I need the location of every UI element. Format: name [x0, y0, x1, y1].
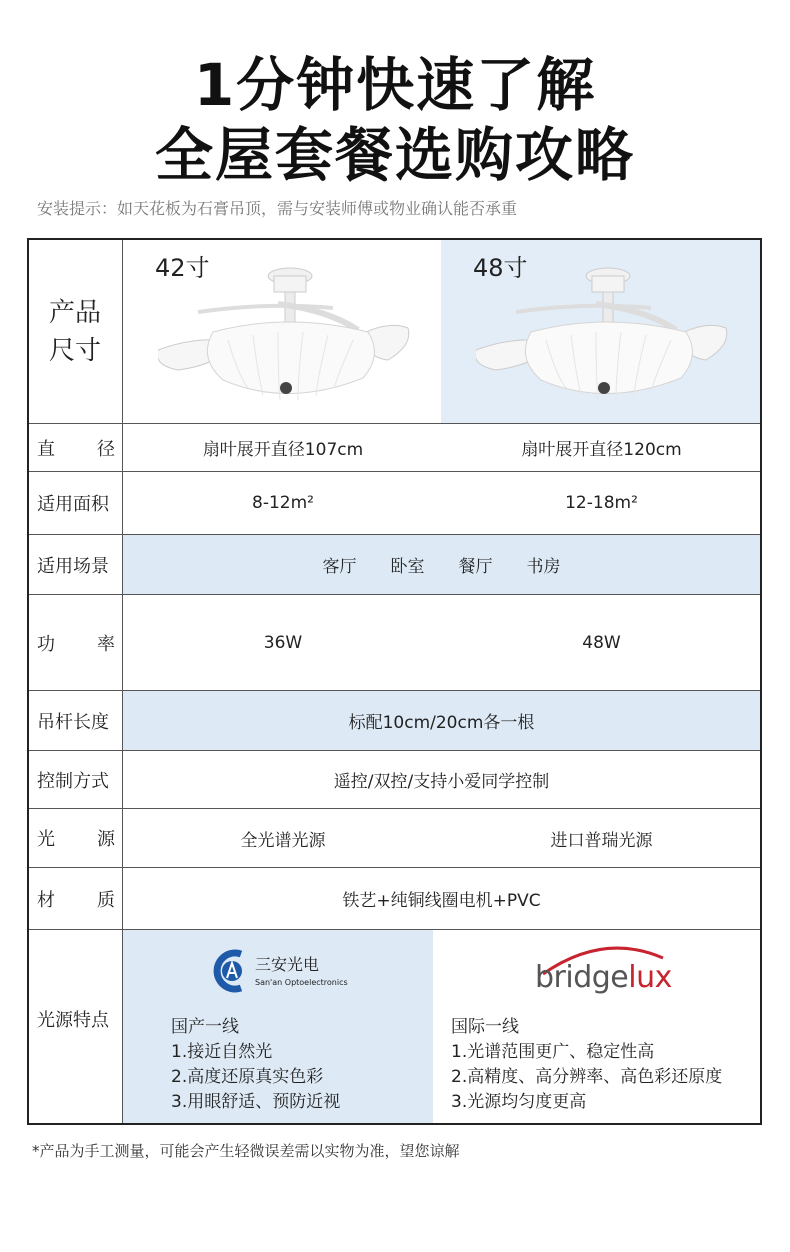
feature-line: 2.高精度、高分辨率、高色彩还原度 — [451, 1067, 723, 1087]
ceiling-fan-image — [158, 250, 418, 420]
label-char: 径 — [97, 438, 115, 460]
area-48: 12-18m² — [565, 493, 638, 513]
row-power — [29, 595, 760, 691]
label-line1: 产品 — [49, 297, 102, 328]
page-title-line2: 全屋套餐选购攻略 — [154, 121, 635, 189]
label-line2: 尺寸 — [49, 335, 102, 366]
label-char: 直 — [37, 438, 55, 460]
label-char: 率 — [97, 633, 115, 655]
row-product-size — [29, 240, 760, 424]
sanan-feature-list — [171, 1015, 340, 1115]
size-label-48: 48寸 — [473, 254, 528, 282]
feature-line: 3.光源均匀度更高 — [451, 1092, 587, 1112]
row-label-area: 适用面积 — [29, 472, 123, 534]
sanan-brand-name: 三安光电 — [255, 955, 320, 974]
row-label-material — [29, 868, 123, 929]
scene-item: 卧室 — [390, 557, 425, 577]
row-rod — [29, 691, 760, 751]
row-label-scene: 适用场景 — [29, 535, 123, 594]
diameter-48: 扇叶展开直径120cm — [521, 440, 682, 460]
feature-line: 国产一线 — [171, 1017, 239, 1037]
row-label-rod: 吊杆长度 — [29, 691, 123, 750]
scene-item: 书房 — [526, 557, 561, 577]
label-char: 质 — [97, 889, 115, 911]
feature-line: 3.用眼舒适、预防近视 — [171, 1092, 341, 1112]
bridgelux-word-a: bridge — [535, 960, 629, 995]
row-label-diameter — [29, 424, 123, 471]
label-char: 功 — [37, 633, 55, 655]
sanan-logo — [211, 948, 351, 998]
feature-sanan — [123, 930, 433, 1123]
light-42: 全光谱光源 — [240, 830, 326, 851]
material-value: 铁艺+纯铜线圈电机+PVC — [342, 891, 541, 911]
comparison-table — [27, 238, 762, 1125]
footer-note: *产品为手工测量，可能会产生轻微误差需以实物为准，望您谅解 — [32, 1142, 460, 1160]
row-material — [29, 868, 760, 930]
label-char: 源 — [97, 829, 115, 850]
label-char: 材 — [37, 889, 55, 911]
sanan-logo-icon — [211, 948, 251, 994]
light-48: 进口普瑞光源 — [550, 830, 653, 851]
power-48: 48W — [582, 632, 621, 653]
row-light-features — [29, 930, 760, 1123]
scene-item: 餐厅 — [458, 557, 493, 577]
row-label-features: 光源特点 — [29, 930, 123, 1123]
sanan-brand-sub: San'an Optoelectronics — [255, 978, 348, 987]
bridgelux-word-b: lux — [628, 960, 672, 995]
product-42 — [123, 240, 441, 423]
feature-line: 1.接近自然光 — [171, 1042, 273, 1062]
bridgelux-logo — [533, 938, 683, 1008]
feature-bridgelux — [433, 930, 760, 1123]
row-label-power — [29, 595, 123, 690]
bridgelux-feature-list — [451, 1015, 722, 1115]
power-42: 36W — [263, 632, 303, 653]
row-label-light — [29, 809, 123, 867]
row-area — [29, 472, 760, 535]
row-label-control: 控制方式 — [29, 751, 123, 808]
area-42: 8-12m² — [252, 493, 314, 513]
rod-value: 标配10cm/20cm各一根 — [348, 713, 535, 733]
row-label-product-size — [29, 240, 123, 423]
ceiling-fan-image — [476, 250, 736, 420]
feature-line: 2.高度还原真实色彩 — [171, 1067, 324, 1087]
diameter-42: 扇叶展开直径107cm — [202, 440, 364, 460]
install-tip: 安装提示：如天花板为石膏吊顶，需与安装师傅或物业确认能否承重 — [37, 199, 518, 218]
row-diameter — [29, 424, 760, 472]
label-char: 光 — [37, 829, 55, 850]
row-light-source — [29, 809, 760, 868]
product-48 — [441, 240, 760, 423]
scene-item: 客厅 — [322, 557, 357, 577]
row-control — [29, 751, 760, 809]
page-title-line1: 1分钟快速了解 — [193, 51, 597, 119]
control-value: 遥控/双控/支持小爱同学控制 — [333, 772, 550, 792]
size-label-42: 42寸 — [155, 254, 210, 282]
feature-line: 国际一线 — [451, 1017, 519, 1037]
feature-line: 1.光谱范围更广、稳定性高 — [451, 1042, 655, 1062]
row-scene — [29, 535, 760, 595]
